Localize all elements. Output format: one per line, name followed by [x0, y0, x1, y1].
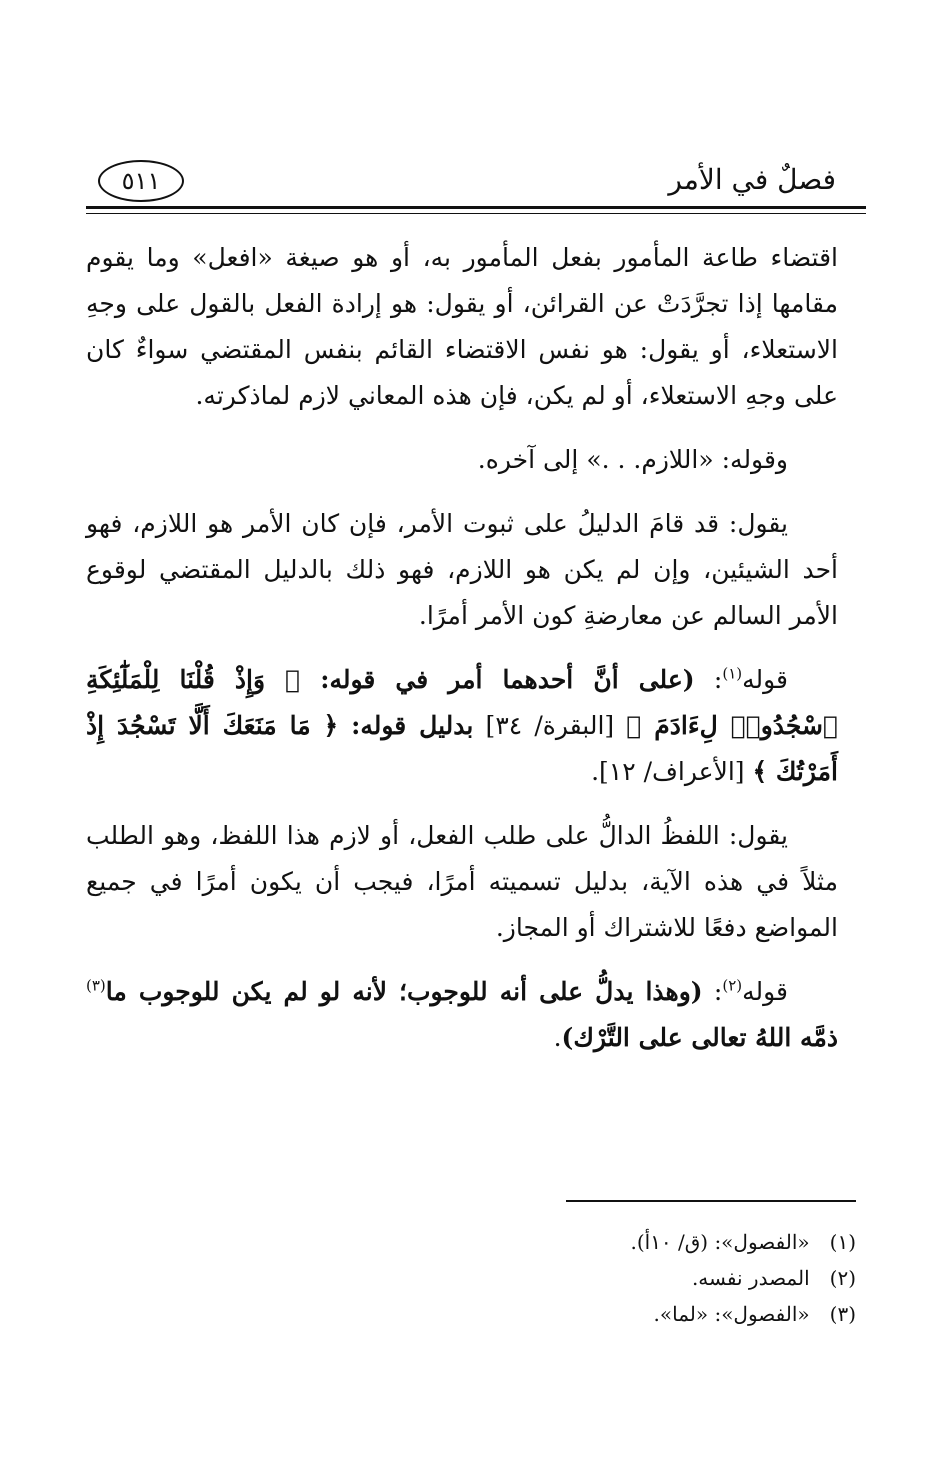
quote-lead: قوله [742, 665, 788, 694]
page-number: ٥١١ [98, 160, 184, 202]
footnote-number: (٣) [829, 1302, 856, 1326]
footnote-text: «الفصول»: «لما». [653, 1302, 810, 1326]
footnote-number: (٢) [829, 1266, 856, 1290]
footnote-ref-2: (٢) [722, 976, 743, 995]
quoted-text-4: ذمَّه اللهُ تعالى على التَّرْك) [561, 1023, 838, 1052]
footnotes [356, 1224, 856, 1332]
footnote-1 [356, 1224, 856, 1260]
paragraph-1: اقتضاء طاعة المأمور بفعل المأمور به، أو هو صيغة «افعل» وما يقوم مقامها إذا تجرَّدَتْ عن القرائن، أو يقول: هو إرادة الفعل بالقول على وجهِ الاستعلاء، أو يقول: هو نفس الاقتضاء القائم بنفس المقتضي سواءٌ كان على وجهِ الاستعلاء، أو لم يكن، فإن هذه المعاني لازم لماذكرته. [86, 243, 838, 410]
running-title: فصلٌ في الأمر [668, 163, 836, 196]
period: . [553, 1023, 562, 1052]
footnote-3 [356, 1296, 856, 1332]
footnote-2 [356, 1260, 856, 1296]
verse-reference-2: [الأعراف/ ١٢]. [591, 757, 753, 786]
quoted-text-3: (وهذا يدلُّ على أنه للوجوب؛ لأنه لو لم يكن للوجوب ما [105, 977, 703, 1006]
colon: : [694, 665, 723, 694]
footnote-number: (١) [829, 1230, 856, 1254]
footnote-text: المصدر نفسه. [691, 1266, 810, 1290]
footnote-text: «الفصول»: (ق/ ١٠أ). [630, 1230, 810, 1254]
footnote-ref-3: (٣) [86, 976, 106, 995]
body-text [86, 235, 838, 1079]
paragraph-2: وقوله: «اللازم. . .» إلى آخره. [477, 445, 788, 474]
colon: : [702, 977, 723, 1006]
header-rule [86, 206, 866, 209]
quoted-text-2: بدليل قوله: ﴿ مَا مَنَعَكَ أَلَّا تَسْجُدَ إِذْ أَمَرْتُكَ ﴾ [86, 711, 838, 786]
quote-lead: قوله [742, 977, 788, 1006]
quoted-text-1: (على أنَّ أحدهما أمر في قوله: ﴿ وَإِذْ قُلْنَا لِلْمَلَٰٓئِكَةِ ٱسْجُدُوا۟ لِءَادَمَ ﴾ [86, 665, 838, 740]
paragraph-5: يقول: اللفظُ الدالُّ على طلب الفعل، أو لازم هذا اللفظ، وهو الطلب مثلاً في هذه الآية، بدليل تسميته أمرًا، فيجب أن يكون أمرًا في جميع المواضع دفعًا للاشتراك أو المجاز. [86, 821, 838, 942]
paragraph-3: يقول: قد قامَ الدليلُ على ثبوت الأمر، فإن كان الأمر هو اللازم، فهو أحد الشيئين، وإن لم يكن هو اللازم، فهو ذلك بالدليل المقتضي لوقوع الأمر السالم عن معارضةِ كون الأمر أمرًا. [86, 509, 838, 630]
header-rule-thin [86, 213, 866, 214]
paragraph-4 [86, 657, 838, 795]
footnote-separator [566, 1200, 856, 1202]
footnote-ref-1: (١) [722, 664, 743, 683]
paragraph-6 [86, 969, 838, 1061]
verse-reference-1: [البقرة/ ٣٤] [473, 711, 627, 740]
